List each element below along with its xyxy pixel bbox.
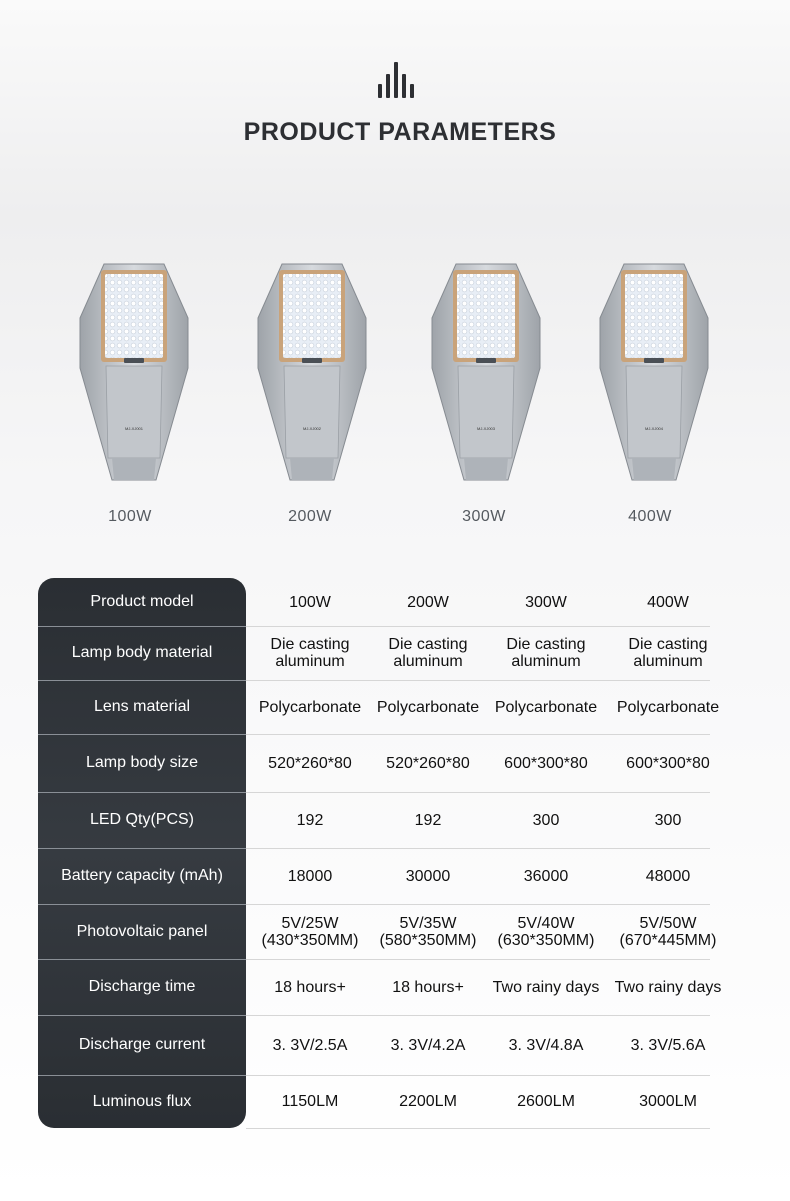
spec-value: Polycarbonate	[376, 698, 480, 716]
product-wattage-label: 400W	[628, 508, 672, 525]
spec-label: Lamp body material	[71, 644, 213, 661]
svg-text:MJ-XJ001: MJ-XJ001	[124, 426, 144, 431]
spec-value: 36000	[523, 867, 569, 885]
spec-label: Battery capacity (mAh)	[61, 867, 223, 884]
spec-row	[38, 1015, 710, 1075]
spec-label: Discharge time	[88, 978, 196, 995]
spec-value: 2200LM	[399, 1093, 457, 1110]
product-wattage-label: 100W	[108, 508, 152, 525]
spec-label: Lamp body size	[85, 754, 199, 771]
street-light-image	[426, 258, 546, 488]
spec-row	[38, 959, 722, 1015]
spec-value: 3000LM	[639, 1093, 697, 1110]
spec-value: Die casting aluminum	[270, 636, 350, 670]
spec-row	[38, 904, 717, 959]
spec-row	[38, 792, 710, 848]
spec-value: 3. 3V/4.2A	[390, 1036, 466, 1054]
spec-value: 5V/35W (580*350MM)	[379, 914, 477, 949]
spec-value: 192	[414, 811, 442, 829]
spec-value: 600*300*80	[504, 754, 588, 772]
spec-value: 18 hours+	[274, 978, 346, 996]
spec-value: 48000	[645, 867, 691, 885]
spec-value: 300	[654, 811, 682, 829]
spec-value: 600*300*80	[626, 754, 710, 772]
row-divider	[246, 1128, 710, 1129]
spec-value: 5V/40W (630*350MM)	[497, 914, 595, 949]
spec-value: 520*260*80	[268, 754, 352, 772]
spec-value: 2600LM	[517, 1093, 575, 1110]
spec-value: 1150LM	[281, 1093, 339, 1110]
spec-value: 200W	[407, 593, 449, 611]
street-light-image	[252, 258, 372, 488]
spec-table	[38, 578, 722, 1128]
spec-value: 3. 3V/4.8A	[508, 1036, 584, 1054]
spec-value: Two rainy days	[492, 978, 600, 996]
spec-value: Die casting aluminum	[388, 636, 468, 670]
spec-value: 300W	[525, 593, 567, 611]
product-wattage-label: 200W	[288, 508, 332, 525]
spec-label: Photovoltaic panel	[76, 922, 208, 940]
spec-value: 3. 3V/5.6A	[630, 1036, 706, 1054]
spec-value: 192	[296, 811, 324, 829]
spec-row	[38, 578, 710, 626]
spec-label: Lens material	[93, 698, 191, 715]
svg-text:MJ-XJ003: MJ-XJ003	[476, 426, 496, 431]
spec-row	[38, 848, 710, 904]
spec-value: 100W	[289, 593, 331, 611]
spec-label: Luminous flux	[92, 1092, 192, 1110]
product-wattage-label: 300W	[462, 508, 506, 525]
spec-label: LED Qty(PCS)	[89, 811, 194, 828]
svg-text:MJ-XJ004: MJ-XJ004	[644, 426, 664, 431]
spec-value: 400W	[647, 593, 689, 611]
spec-value: 5V/25W (430*350MM)	[261, 914, 359, 949]
street-light-image	[74, 258, 194, 488]
spec-row	[38, 734, 710, 792]
spec-value: Die casting aluminum	[628, 636, 708, 670]
street-light-image	[594, 258, 714, 488]
spec-row	[38, 680, 720, 734]
spec-row	[38, 626, 710, 680]
spec-value: Polycarbonate	[258, 698, 362, 716]
spec-row	[38, 1075, 710, 1128]
sound-bars-icon	[376, 62, 420, 98]
spec-value: Two rainy days	[614, 978, 722, 996]
spec-label: Discharge current	[78, 1036, 206, 1053]
page-title: PRODUCT PARAMETERS	[243, 118, 557, 146]
spec-value: 18000	[287, 867, 333, 885]
spec-value: Die casting aluminum	[506, 636, 586, 670]
spec-value: 300	[532, 811, 560, 829]
spec-value: 520*260*80	[386, 754, 470, 772]
spec-value: Polycarbonate	[616, 698, 720, 716]
svg-text:MJ-XJ002: MJ-XJ002	[302, 426, 322, 431]
spec-label: Product model	[90, 593, 194, 610]
spec-value: 3. 3V/2.5A	[272, 1036, 348, 1054]
spec-value: Polycarbonate	[494, 698, 598, 716]
spec-value: 18 hours+	[392, 978, 464, 996]
spec-value: 5V/50W (670*445MM)	[619, 914, 717, 949]
spec-value: 30000	[405, 867, 451, 885]
